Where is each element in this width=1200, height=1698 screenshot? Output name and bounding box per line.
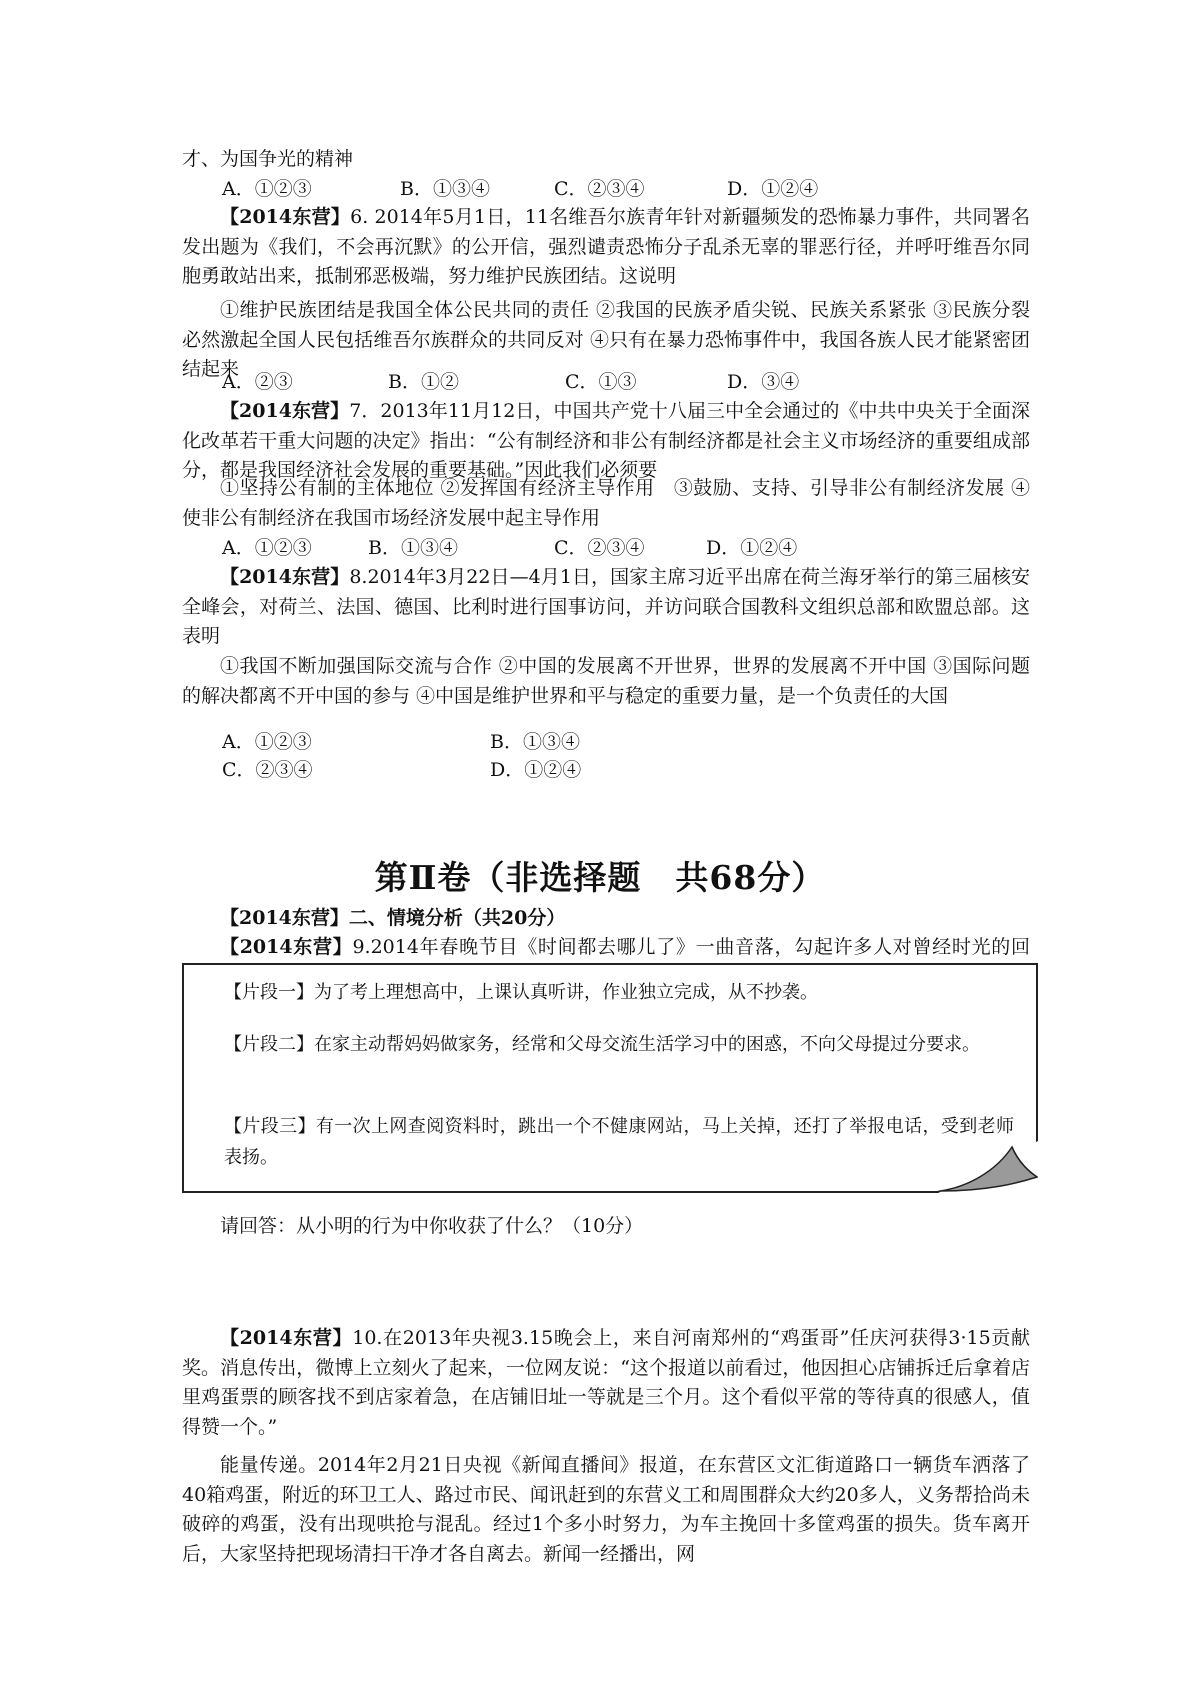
q9-question: 请回答：从小明的行为中你收获了什么？（10分） (220, 1215, 644, 1237)
section-title: 第Ⅱ卷（非选择题 共68分） (374, 858, 826, 897)
q5-option-b: B．①③④ (400, 178, 490, 200)
q5-option-c: C．②③④ (554, 178, 645, 200)
q8-stem (182, 563, 1030, 652)
q5-option-d: D．①②④ (727, 178, 819, 200)
part2-source-tag: 【2014东营】 (220, 907, 349, 929)
q9-segment-3: 【片段三】有一次上网查阅资料时，跳出一个不健康网站，马上关掉，还打了举报电话，受到老师表扬。 (224, 1116, 1014, 1168)
q8-option-d: D．①②④ (490, 759, 582, 781)
q6-option-a: A．②③ (222, 371, 293, 393)
q6-stem-text: 6. 2014年5月1日，11名维吾尔族青年针对新疆频发的恐怖暴力事件，共同署名发出题为《我们，不会再沉默》的公开信，强烈谴责恐怖分子乱杀无辜的罪恶行径，并呼吁维吾尔同胞勇敢站出来，抵制邪恶极端，努力维护民族团结。这说明 (182, 206, 1030, 287)
q8-source-tag: 【2014东营】 (220, 566, 350, 588)
q10-source-tag: 【2014东营】 (220, 1327, 353, 1349)
q7-option-d: D．①②④ (706, 537, 798, 559)
q8-option-a: A．①②③ (222, 731, 312, 753)
q6-option-c: C．①③ (565, 371, 637, 393)
q5-tail-text: 才、为国争光的精神 (182, 148, 354, 170)
q9-material-box (182, 963, 1038, 1193)
q8-stem-text: 8.2014年3月22日—4月1日，国家主席习近平出席在荷兰海牙举行的第三届核安全峰会，对荷兰、法国、德国、比利时进行国事访问，并访问联合国教科文组织总部和欧盟总部。这表明 (182, 566, 1030, 647)
q8-option-b: B．①③④ (490, 731, 580, 753)
part2-heading-text: 二、情境分析（共20分） (348, 907, 566, 929)
q7-stem-text: 7．2013年11月12日，中国共产党十八届三中全会通过的《中共中央关于全面深化改革若干重大问题的决定》指出：“公有制经济和非公有制经济都是社会主义市场经济的重要组成部分，都是我国经济社会发展的重要基础。”因此我们必须要 (182, 400, 1030, 481)
q6-stem (182, 203, 1030, 292)
q9-stem-text: 9.2014年春晚节目《时间都去哪儿了》一曲音落，勾起许多人对曾经时光的回 (352, 936, 1031, 958)
q6-option-d: D．③④ (727, 371, 800, 393)
q7-statements: ①坚持公有制的主体地位 ②发挥国有经济主导作用 ③鼓励、支持、引导非公有制经济发展 ④使非公有制经济在我国市场经济发展中起主导作用 (182, 477, 1030, 529)
q8-statements: ①我国不断加强国际交流与合作 ②中国的发展离不开世界，世界的发展离不开中国 ③国际问题的解决都离不开中国的参与 ④中国是维护世界和平与稳定的重要力量，是一个负责任的大国 (182, 655, 1030, 707)
q9-source-tag: 【2014东营】 (220, 936, 353, 958)
q8-option-c: C．②③④ (222, 759, 313, 781)
q7-source-tag: 【2014东营】 (220, 400, 350, 422)
q9-segment-2: 【片段二】在家主动帮妈妈做家务，经常和父母交流生活学习中的困惑，不向父母提过分要求。 (224, 1034, 980, 1055)
q6-source-tag: 【2014东营】 (220, 206, 351, 228)
q7-option-a: A．①②③ (222, 537, 312, 559)
q7-option-c: C．②③④ (554, 537, 645, 559)
q10-paragraph-2: 能量传递。2014年2月21日央视《新闻直播间》报道，在东营区文汇街道路口一辆货车洒落了40箱鸡蛋，附近的环卫工人、路过市民、闻讯赶到的东营义工和周围群众大约20多人，义务帮拾尚未破碎的鸡蛋，没有出现哄抢与混乱。经过1个多小时努力，为车主挽回十多筐鸡蛋的损失。货车离开后，大家坚持把现场清扫干净才各自离去。新闻一经播出，网 (182, 1454, 1030, 1565)
q7-stem (182, 397, 1030, 486)
q10-stem-text: 10.在2013年央视3.15晚会上，来自河南郑州的“鸡蛋哥”任庆河获得3·15贡献奖。消息传出，微博上立刻火了起来，一位网友说：“这个报道以前看过，他因担心店铺拆迁后拿着店里鸡蛋票的顾客找不到店家着急，在店铺旧址一等就是三个月。这个看似平常的等待真的很感人，值得赞一个。” (182, 1327, 1031, 1438)
page-curl-icon (938, 1141, 1038, 1193)
part2-heading (220, 905, 565, 931)
q6-statements: ①维护民族团结是我国全体公民共同的责任 ②我国的民族矛盾尖锐、民族关系紧张 ③民族分裂必然激起全国人民包括维吾尔族群众的共同反对 ④只有在暴力恐怖事件中，我国各族人民才能紧密团结起来 (182, 299, 1030, 380)
q9-segment-1: 【片段一】为了考上理想高中，上课认真听讲，作业独立完成，从不抄袭。 (224, 982, 818, 1003)
q5-option-a: A．①②③ (222, 178, 312, 200)
q7-option-b: B．①③④ (368, 537, 458, 559)
q10-stem (182, 1324, 1030, 1442)
q6-option-b: B．①② (388, 371, 459, 393)
